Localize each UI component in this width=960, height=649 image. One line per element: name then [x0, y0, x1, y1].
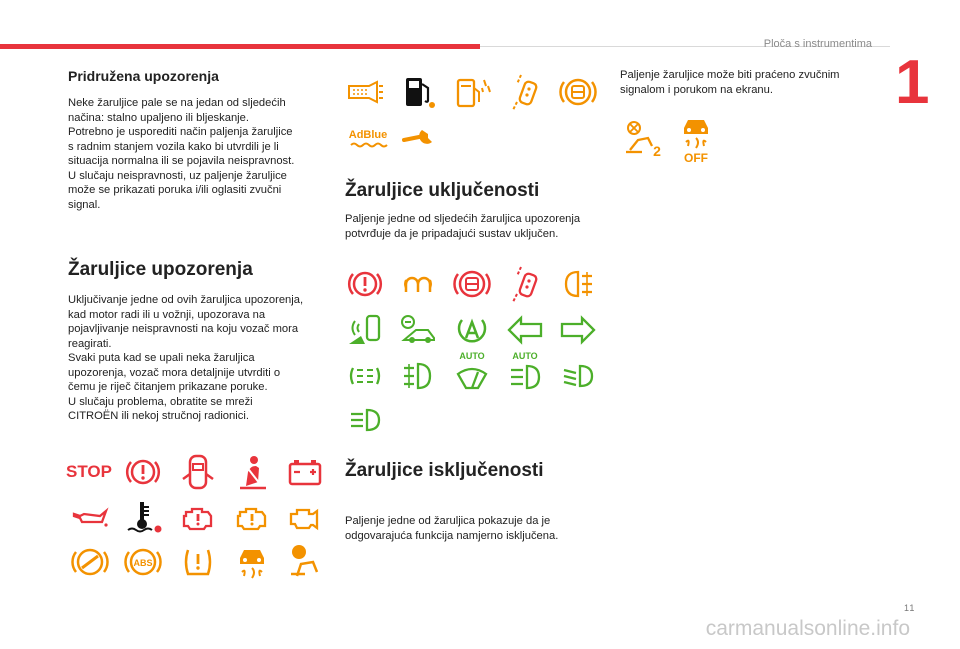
stop-start-icon [452, 310, 492, 350]
parking-brake-icon [345, 264, 385, 304]
particle-filter-icon [345, 72, 385, 112]
speed-limiter-icon [398, 310, 438, 350]
brake-icon [123, 452, 163, 492]
brake-wear-icon [558, 72, 598, 112]
electric-brake-icon [452, 264, 492, 304]
auto-headlamp-icon [505, 350, 545, 396]
service-icon [398, 118, 438, 158]
off-lamps-text: Paljenje jedne od žaruljica pokazuje da je odgovarajuća funkcija namjerno isključena. [345, 515, 559, 542]
door-open-icon [178, 452, 218, 492]
keyless-icon [505, 264, 545, 304]
adblue-icon [345, 118, 391, 158]
section-title-on-lamps: Žaruljice uključenosti [345, 180, 540, 201]
engine-check-icon [178, 498, 218, 538]
header-title: Ploča s instrumentima [763, 38, 872, 50]
coolant-temp-icon [123, 498, 163, 538]
rear-fog-icon [558, 264, 598, 304]
esp-off-label: OFF [684, 151, 708, 164]
watermark: carmanualsonline.info [705, 617, 910, 640]
header-red-bar [0, 44, 480, 49]
section-title-off-lamps: Žaruljice isključenosti [345, 460, 544, 481]
abs-icon [123, 542, 163, 582]
engine-icon [232, 498, 272, 538]
chapter-number: 1 [895, 48, 930, 117]
dipped-beam-icon [345, 400, 385, 440]
page-number: 11 [904, 603, 916, 613]
oil-pressure-icon [70, 498, 110, 538]
airbag-icon [285, 542, 325, 582]
fuel-low-icon [398, 72, 438, 112]
tyre-pressure-icon [178, 542, 218, 582]
esp-off-icon [676, 116, 716, 164]
turn-left-icon [505, 310, 545, 350]
power-steering-icon [70, 542, 110, 582]
main-beam-icon [558, 356, 598, 396]
side-lights-icon [345, 356, 385, 396]
hands-free-icon [345, 310, 385, 350]
esp-icon [232, 542, 272, 582]
warning-lamps-text: Uključivanje jedne od ovih žaruljica upozorenja, kad motor radi ili u vožnji, upozorava na pojavljivanje neispravnosti na koju vozač mora reagirati. Svaki puta kad se upali neka žaruljica upozorenja, vozač mora detaljnije utvrditi o čemu je riječ čitanjem prikazane poruke. U slučaju problema, obratite se mreži CITROËN ili nekoj stručnoj radionici. [68, 294, 304, 422]
sound-signal-text: Paljenje žaruljice može biti praćeno zvučnim signalom i porukom na ekranu. [620, 69, 840, 96]
section-title-warning-lamps: Žaruljice upozorenja [68, 259, 253, 280]
engine-fault-icon [285, 498, 325, 538]
seatbelt-icon [232, 452, 272, 492]
turn-right-icon [558, 310, 598, 350]
airbag-off-icon [622, 118, 666, 162]
section-title-associated-warnings: Pridružena upozorenja [68, 68, 219, 84]
battery-icon [285, 452, 325, 492]
adblue-label: AdBlue [348, 129, 388, 141]
auto-headlamp-label: AUTO [512, 351, 538, 361]
auto-wiper-label: AUTO [459, 351, 485, 361]
preheat-icon [398, 264, 438, 304]
front-fog-icon [398, 356, 438, 396]
airbag-off-label: 2 [653, 143, 661, 159]
water-in-diesel-icon [452, 72, 492, 112]
on-lamps-text: Paljenje jedne od sljedećih žaruljica upozorenja potvrđuje da je pripadajući sustav uključen. [345, 213, 581, 240]
stop-icon: STOP [66, 462, 112, 481]
associated-warnings-text: Neke žaruljice pale se na jedan od sljedećih načina: stalno upaljeno ili bljeskanje. Potrebno je usporediti način paljenja žaruljice s radnim stanjem vozila kako bi utvrdili je li situacija normalna ili se pojavila neispravnost. U slučaju neispravnosti, uz paljenje žaruljice može se prikazati poruka i/ili oglasiti zvučni signal. [68, 97, 295, 211]
abs-label: ABS [133, 558, 153, 568]
key-icon [505, 72, 545, 112]
auto-wiper-icon [452, 350, 492, 396]
